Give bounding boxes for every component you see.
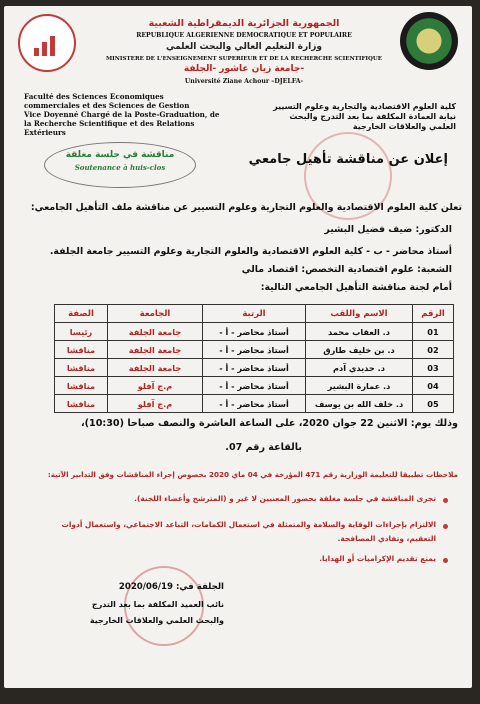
- table-row: 05 د. خلف الله بن يوسف أستاذ محاضر - أ - م.ج آفلو مناقشا: [55, 395, 454, 413]
- candidate-name: الدكتور: ضيف فضيل البشير: [324, 224, 452, 235]
- candidate-branch: الشعبة: علوم اقتصادية التخصص: اقتصاد مالي: [241, 264, 452, 275]
- col-university: الجامعة: [108, 305, 203, 323]
- note-gifts: يمنع تقديم الإكراميات أو الهدايا.: [319, 554, 436, 563]
- faculty-block-ar: كلية العلوم الاقتصادية والتجارية وعلوم التسيير نيابة العمادة المكلفة بما بعد التدرج والبحث العلمي والعلاقات الخارجية: [273, 102, 456, 131]
- university-logo: [400, 12, 458, 70]
- signature-role-2: والبحث العلمي والعلاقات الخارجية: [89, 616, 224, 625]
- table-row: 01 د. العقاب محمد أستاذ محاضر - أ - جامعة الجلفة رئيسا: [55, 323, 454, 341]
- table-row: 03 د. حديدي آدم أستاذ محاضر - أ - جامعة الجلفة مناقشا: [55, 359, 454, 377]
- header-university-ar: جامعة زيان عاشور -الجلفة-: [183, 64, 305, 74]
- bullet-icon: [443, 498, 448, 503]
- closed-session-cloud: مناقشة في جلسة مغلقة Soutenance à huis-clos: [44, 142, 196, 188]
- schedule-line: وذلك يوم: الاثنين 22 جوان 2020، على الساعة العاشرة والنصف صباحا (10:30)،: [81, 418, 458, 429]
- header-university-fr: Université Ziane Achour –DJELFA-: [184, 78, 304, 85]
- note-safety-cont: التعقيم، وتفادي المصافحة.: [337, 534, 436, 543]
- signature-date: الجلفة في: 2020/06/19: [118, 582, 224, 592]
- committee-table: [54, 304, 454, 413]
- note-closed-session: تجرى المناقشة في جلسة مغلقة بحضور المعنيين لا غير و (المترشح وأعضاء اللجنة).: [134, 494, 436, 503]
- col-number: الرقم: [413, 305, 454, 323]
- col-role: الصفة: [55, 305, 108, 323]
- col-name: الاسم واللقب: [306, 305, 413, 323]
- body-intro: تعلن كلية العلوم الاقتصادية والعلوم التجارية وعلوم التسيير عن مناقشة ملف التأهيل الجامعي:: [30, 202, 462, 213]
- document-page: [4, 6, 472, 688]
- faculty-logo: [18, 14, 76, 72]
- faculty-block-fr: Faculté des Sciences Economiques commerciales et des Sciences de Gestion Vice Doyenné Chargé de la Poste-Graduation, de la Recherche Scientifique et des Relations Extérieurs: [24, 92, 220, 137]
- notes-intro: ملاحظات تطبيقا للتعليمة الوزارية رقم 471 المؤرخة في 04 ماي 2020 بخصوص إجراء المناقشات وفق التدابير الآتية:: [47, 470, 458, 479]
- candidate-rank: أستاذ محاضر - ب - كلية العلوم الاقتصادية والعلوم التجارية وعلوم التسيير جامعة الجلفة.: [49, 246, 452, 257]
- bullet-icon: [443, 558, 448, 563]
- schedule-room: بالقاعة رقم 07.: [225, 442, 302, 453]
- bullet-icon: [443, 524, 448, 529]
- table-row: 02 د. بن خليف طارق أستاذ محاضر - أ - جامعة الجلفة مناقشا: [55, 341, 454, 359]
- col-rank: الرتبة: [203, 305, 306, 323]
- header-republic-ar: الجمهورية الجزائرية الديمقراطية الشعبية: [148, 18, 340, 29]
- note-safety: الالتزام بإجراءات الوقاية والسلامة والمتمثلة في استعمال الكمامات، التباعد الاجتماعي، واستعمال أدوات: [61, 520, 436, 529]
- header-ministry-ar: وزارة التعليم العالي والبحث العلمي: [165, 42, 323, 52]
- table-header-row: [55, 305, 454, 323]
- committee-intro: أمام لجنة مناقشة التأهيل الجامعي التالية:: [260, 282, 452, 293]
- signature-role-1: نائب العميد المكلفة بما بعد التدرج: [91, 600, 224, 609]
- announcement-title: إعلان عن مناقشة تأهيل جامعي: [248, 152, 448, 167]
- header-republic-fr: REPUBLIQUE ALGERIENNE DEMOCRATIQUE ET POPULAIRE: [136, 32, 352, 39]
- table-row: 04 د. عمارة البشير أستاذ محاضر - أ - م.ج آفلو مناقشا: [55, 377, 454, 395]
- header-ministry-fr: MINISTERE DE L'ENSEIGNEMENT SUPERIEUR ET DE LA RECHERCHE SCIENTIFIQUE: [105, 56, 383, 62]
